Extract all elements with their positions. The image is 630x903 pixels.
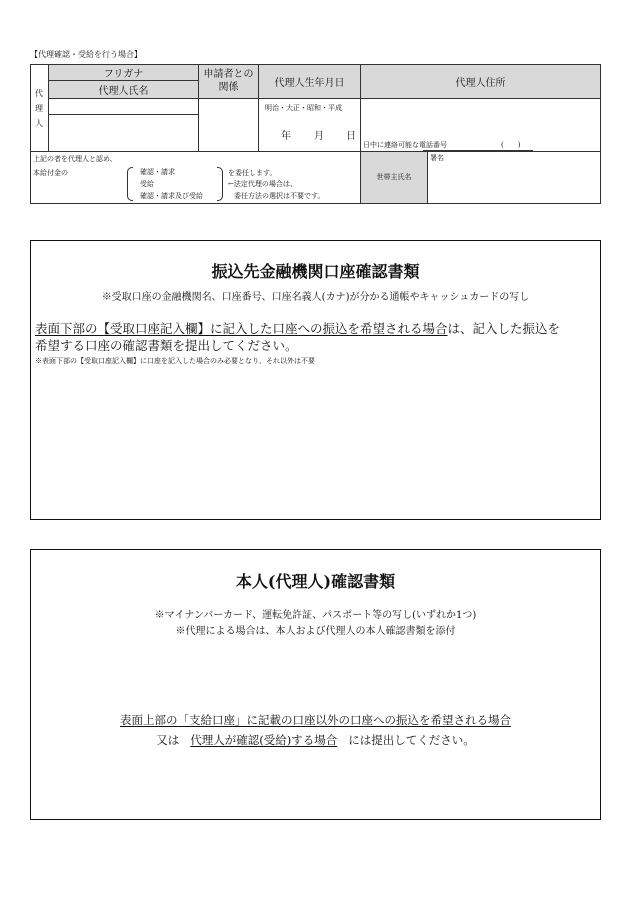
side-char-1: 代 xyxy=(35,89,43,98)
delegation-trail2: ←法定代理の場合は、 xyxy=(228,180,297,188)
delegation-line1: 上記の者を代理人と認め、 xyxy=(33,155,117,163)
bank-main-line1 xyxy=(35,319,560,337)
options-right-bracket xyxy=(217,167,223,201)
year-label: 年 xyxy=(281,131,291,142)
id-condition2-prefix: 又は xyxy=(156,733,180,747)
bank-note: ※表面下部の【受取口座記入欄】に口座を記入した場合のみ必要となり、それ以外は不要 xyxy=(35,357,315,365)
bank-main-condition: 表面下部の【受取口座記入欄】に記入した口座への振込を希望される場合 xyxy=(35,321,448,336)
delegation-trail3: 委任方法の選択は不要です。 xyxy=(234,192,325,200)
section-header: 【代理確認・受給を行う場合】 xyxy=(30,50,142,59)
delegation-line2: 本給付金の xyxy=(33,169,68,177)
relation-header-line1: 申請者との xyxy=(203,69,254,80)
id-condition1: 表面上部の「支給口座」に記載の口座以外の口座への振込を希望される場合 xyxy=(120,713,511,727)
agent-relation-field[interactable] xyxy=(198,98,259,152)
id-line2: ※代理による場合は、本人および代理人の本人確認書類を添付 xyxy=(175,626,456,637)
id-condition2 xyxy=(31,732,600,748)
id-title: 本人(代理人)確認書類 xyxy=(235,572,396,591)
agent-dob-field[interactable] xyxy=(258,98,361,152)
id-condition2-agent: 代理人が確認(受給)する場合 xyxy=(190,733,338,747)
furigana-header: フリガナ xyxy=(48,64,199,81)
option-confirm-claim[interactable]: 確認・請求 xyxy=(140,168,175,176)
address-header: 代理人住所 xyxy=(360,64,601,99)
month-label: 月 xyxy=(314,131,324,142)
phone-parens: ( ) xyxy=(501,141,521,149)
delegation-trail1: を委任します。 xyxy=(228,169,277,177)
delegation-cell xyxy=(30,151,361,204)
relation-header xyxy=(198,64,259,99)
side-char-3: 人 xyxy=(35,119,43,128)
signature-field[interactable] xyxy=(427,151,601,204)
option-receive[interactable]: 受給 xyxy=(140,180,154,188)
agent-side-label xyxy=(30,64,49,152)
day-label: 日 xyxy=(346,131,356,142)
id-line1: ※マイナンバーカード、運転免許証、パスポート等の写し(いずれか1つ) xyxy=(154,610,477,621)
agent-furigana-field[interactable] xyxy=(48,98,199,115)
era-options: 明治・大正・昭和・平成 xyxy=(265,104,342,112)
dob-header: 代理人生年月日 xyxy=(258,64,361,99)
agent-name-header: 代理人氏名 xyxy=(48,80,199,99)
options-left-bracket xyxy=(127,167,133,201)
id-documents-box xyxy=(30,549,601,820)
relation-header-line2: 関係 xyxy=(218,81,239,93)
agent-name-field[interactable] xyxy=(48,114,199,152)
householder-label: 世帯主氏名 xyxy=(360,151,428,204)
bank-main-rest: は、記入した振込を xyxy=(447,321,561,336)
agent-address-field[interactable] xyxy=(360,98,601,152)
id-condition2-suffix: には提出してください。 xyxy=(348,733,475,747)
bank-subtitle: ※受取口座の金融機関名、口座番号、口座名義人(カナ)が分かる通帳やキャッシュカードの写し xyxy=(101,292,530,303)
bank-title: 振込先金融機関口座確認書類 xyxy=(211,262,420,281)
option-confirm-claim-receive[interactable]: 確認・請求及び受給 xyxy=(140,192,203,200)
bank-main-line2: 希望する口座の確認書類を提出してください。 xyxy=(35,338,298,353)
bank-documents-box xyxy=(30,240,601,520)
phone-label: 日中に連絡可能な電話番号 xyxy=(363,141,447,149)
side-char-2: 理 xyxy=(35,104,43,113)
signature-label: 署名 xyxy=(430,154,444,162)
